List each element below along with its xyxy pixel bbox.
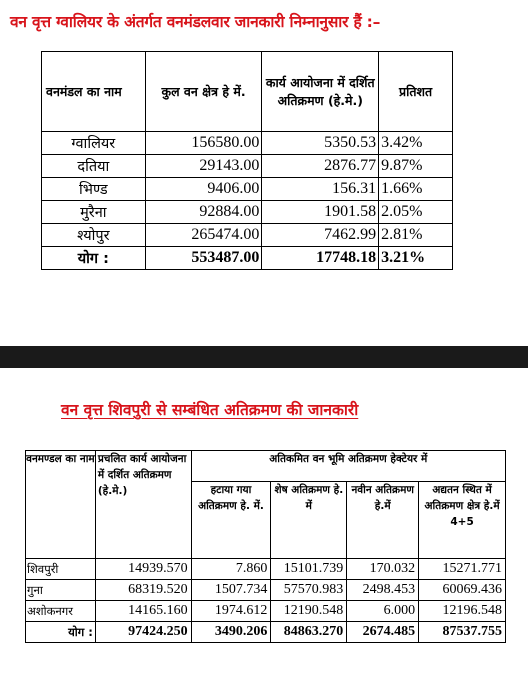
table-row [26,601,506,622]
total-forest-area: 553487.00 [145,247,262,270]
total-encroachment: 17748.18 [262,247,379,270]
new: 6.000 [347,601,419,622]
current-encroachment: 68319.520 [95,580,191,601]
shivpuri-heading-text: वन वृत्त शिवपुरी से सम्बंधित अतिक्रमण की जानकारी [61,401,359,419]
gwalior-table [41,51,453,270]
total-removed: 3490.206 [191,622,271,643]
header-new: नवीन अतिक्रमण हे.में [347,482,419,559]
table-row [26,559,506,580]
division-name: गुना [26,580,96,601]
table-row [42,201,453,224]
header-division-name: वनमण्डल का नाम [26,451,96,559]
removed: 1974.612 [191,601,271,622]
percent: 2.05% [379,201,453,224]
table-row [42,155,453,178]
total-new: 2674.485 [347,622,419,643]
section-divider [0,346,528,368]
table-row [42,224,453,247]
shivpuri-heading [61,398,358,420]
header-percent: प्रतिशत [379,52,453,132]
encroachment: 1901.58 [262,201,379,224]
division-name: भिण्ड [42,178,146,201]
latest: 60069.436 [419,580,506,601]
shivpuri-circle-panel [0,368,528,680]
header-encroached-land-group: अतिकमित वन भूमि अतिक्रमण हेक्टेयर में [191,451,505,482]
header-remaining: शेष अतिक्रमण हे. में [271,482,347,559]
gwalior-heading: वन वृत्त ग्वालियर के अंतर्गत वनमंडलवार जानकारी निम्नानुसार हैं :– [10,13,381,31]
encroachment: 156.31 [262,178,379,201]
division-name: शिवपुरी [26,559,96,580]
division-name: ग्वालियर [42,132,146,155]
latest: 15271.771 [419,559,506,580]
remaining: 57570.983 [271,580,347,601]
total-label: योग : [42,247,146,270]
division-name: श्योपुर [42,224,146,247]
current-encroachment: 14165.160 [95,601,191,622]
header-removed: हटाया गया अतिक्रमण हे. में. [191,482,271,559]
forest-area: 265474.00 [145,224,262,247]
division-name: दतिया [42,155,146,178]
remaining: 15101.739 [271,559,347,580]
total-row [26,622,506,643]
division-name: अशोकनगर [26,601,96,622]
encroachment: 2876.77 [262,155,379,178]
percent: 3.42% [379,132,453,155]
encroachment: 5350.53 [262,132,379,155]
percent: 2.81% [379,224,453,247]
header-current-encroachment: प्रचलित कार्य आयोजना में दर्शित अतिक्रमण (हे.मे.) [95,451,191,559]
division-name: मुरैना [42,201,146,224]
table-header-row [26,451,506,482]
table-row [26,580,506,601]
removed: 1507.734 [191,580,271,601]
latest: 12196.548 [419,601,506,622]
table-row [42,178,453,201]
forest-area: 92884.00 [145,201,262,224]
total-label: योग : [26,622,96,643]
total-latest: 87537.755 [419,622,506,643]
header-division-name: वनमंडल का नाम [42,52,146,132]
current-encroachment: 14939.570 [95,559,191,580]
percent: 9.87% [379,155,453,178]
forest-area: 156580.00 [145,132,262,155]
removed: 7.860 [191,559,271,580]
shivpuri-table [25,450,506,643]
total-current-encroachment: 97424.250 [95,622,191,643]
new: 170.032 [347,559,419,580]
header-total-forest-area: कुल वन क्षेत्र हे में. [145,52,262,132]
new: 2498.453 [347,580,419,601]
encroachment: 7462.99 [262,224,379,247]
table-row [42,132,453,155]
forest-area: 29143.00 [145,155,262,178]
header-encroachment: कार्य आयोजना में दर्शित अतिक्रमण (हे.मे.) [262,52,379,132]
header-latest: अद्यतन स्थित में अतिक्रमण क्षेत्र हे.में 4+5 [419,482,506,559]
total-remaining: 84863.270 [271,622,347,643]
total-row [42,247,453,270]
forest-area: 9406.00 [145,178,262,201]
remaining: 12190.548 [271,601,347,622]
total-percent: 3.21% [379,247,453,270]
percent: 1.66% [379,178,453,201]
table-header-row [42,52,453,132]
